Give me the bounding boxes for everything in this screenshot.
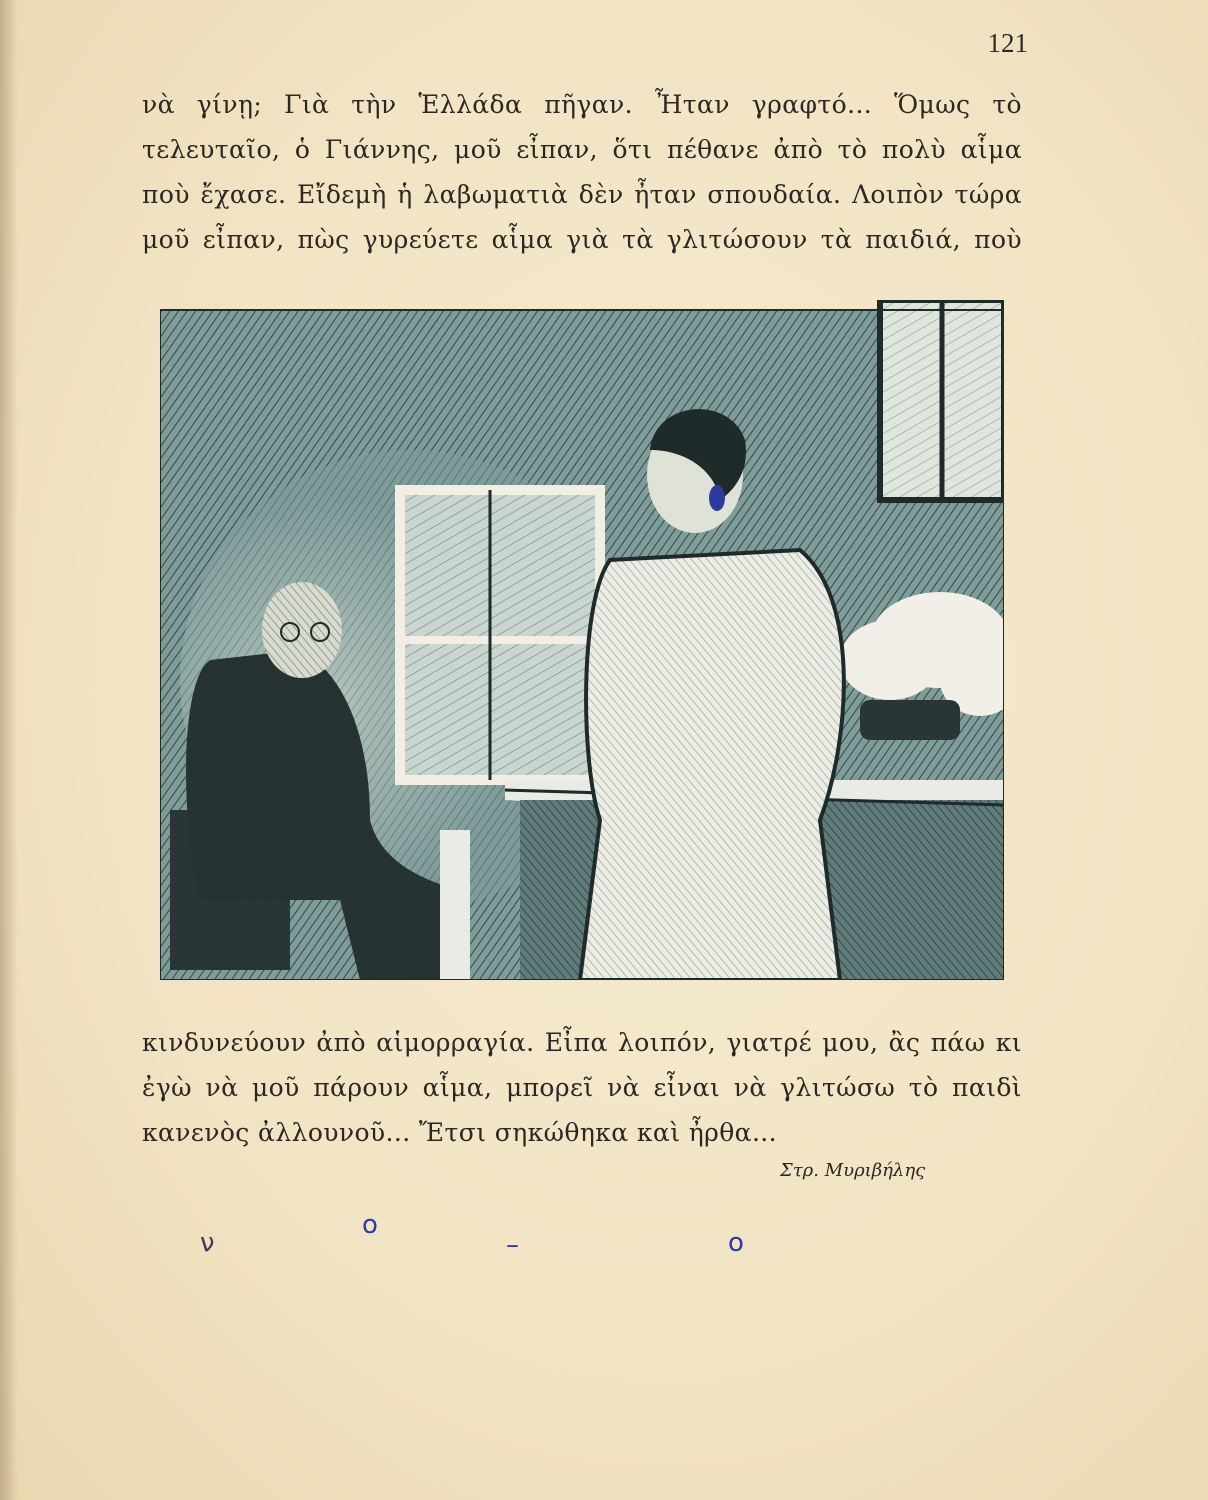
margin-mark: –: [506, 1230, 519, 1260]
text-line: ἐγὼ νὰ μοῦ πάρουν αἷμα, μπορεῖ νὰ εἶναι νὰ γλιτώσω τὸ παιδὶ: [142, 1073, 1022, 1102]
margin-mark: o: [728, 1228, 744, 1258]
text-line: μοῦ εἶπαν, πὼς γυρεύετε αἷμα γιὰ τὰ γλιτώσουν τὰ παιδιά, ποὺ: [142, 225, 1022, 254]
bottom-paragraph: [142, 1020, 1022, 1155]
text-line: ποὺ ἔχασε. Εἴδεμὴ ἡ λαβωματιὰ δὲν ἦταν σπουδαία. Λοιπὸν τώρα: [142, 180, 1022, 209]
page-number: 121: [987, 28, 1028, 58]
text-line: τελευταῖο, ὁ Γιάννης, μοῦ εἶπαν, ὅτι πέθανε ἀπὸ τὸ πολὺ αἷμα: [142, 135, 1022, 164]
window: [880, 300, 1004, 500]
text-line: κανενὸς ἀλλουνοῦ... Ἔτσι σηκώθηκα καὶ ἦρθα...: [142, 1118, 778, 1147]
illustration: [160, 300, 1004, 980]
page-edge-shadow: [0, 0, 18, 1500]
glass-cabinet: [400, 490, 600, 780]
author-signature: Στρ. Μυριβήλης: [780, 1160, 926, 1181]
text-line: νὰ γίνῃ; Γιὰ τὴν Ἑλλάδα πῆγαν. Ἦταν γραφτό... Ὅμως τὸ: [142, 90, 1022, 119]
text-line: κινδυνεύουν ἀπὸ αἱμορραγία. Εἶπα λοιπόν, γιατρέ μου, ἂς πάω κι: [142, 1028, 1022, 1057]
margin-mark: o: [362, 1210, 378, 1240]
top-paragraph: [142, 82, 1022, 262]
margin-mark: ν: [200, 1228, 215, 1258]
